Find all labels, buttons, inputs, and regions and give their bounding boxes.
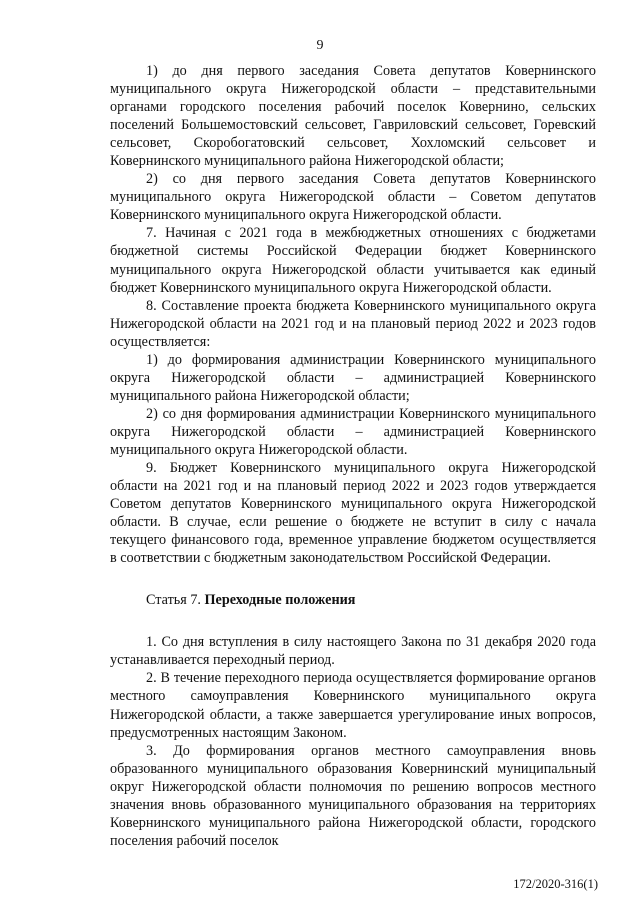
article-heading [110, 591, 596, 609]
paragraph: 2. В течение переходного периода осуществляется формирование органов местного самоуправления Ковернинского муниципального округа Нижегородской области, а также завершается урегулирование иных вопросов, предусмотренных настоящим Законом. [110, 670, 596, 741]
page-number: 9 [316, 38, 324, 53]
document-body [110, 62, 596, 850]
paragraph: 1. Со дня вступления в силу настоящего Закона по 31 декабря 2020 года устанавливается переходный период. [110, 634, 596, 669]
paragraph: 1) до формирования администрации Ковернинского муниципального округа Нижегородской области – администрацией Ковернинского муниципального района Нижегородской области; [110, 351, 596, 404]
paragraph: 1) до дня первого заседания Совета депутатов Ковернинского муниципального округа Нижегородской области – представительными органами городского поселения рабочий поселок Ковернино, сельских поселений Большемостовский сельсовет, Гавриловский сельсовет, Горевский сельсовет, Скоробогатовский сельсовет, Хохломский сельсовет и Ковернинского муниципального района Нижегородской области; [110, 63, 596, 170]
paragraph: 9. Бюджет Ковернинского муниципального округа Нижегородской области на 2021 год и на плановый период 2022 и 2023 годов утверждается Советом депутатов Ковернинского муниципального округа Нижегородской области. В случае, если решение о бюджете не вступит в силу с начала текущего финансового года, временное управление бюджетом осуществляется в соответствии с бюджетным законодательством Российской Федерации. [110, 460, 596, 567]
paragraph: 3. До формирования органов местного самоуправления вновь образованного муниципального образования Ковернинский муниципальный округ Нижегородской области полномочия по решению вопросов местного значения вновь образованного муниципального образования на территориях Ковернинского муниципального района Нижегородской области, городского поселения рабочий поселок [110, 742, 596, 849]
article-title: Переходные положения [204, 592, 356, 609]
paragraph: 2) со дня первого заседания Совета депутатов Ковернинского муниципального округа Нижегородской области – Советом депутатов Ковернинского муниципального округа Нижегородской области. [110, 171, 596, 224]
document-code: 172/2020-316(1) [513, 877, 598, 891]
paragraph: 8. Составление проекта бюджета Ковернинского муниципального округа Нижегородской области на 2021 год и на плановый период 2022 и 2023 годов осуществляется: [110, 297, 596, 350]
paragraph: 2) со дня формирования администрации Ковернинского муниципального округа Нижегородской области – администрацией Ковернинского муниципального округа Нижегородской области. [110, 405, 596, 458]
paragraph: 7. Начиная с 2021 года в межбюджетных отношениях с бюджетами бюджетной системы Российской Федерации бюджет Ковернинского муниципального округа Нижегородской области учитывается как единый бюджет Ковернинского муниципального округа Нижегородской области. [110, 225, 596, 296]
article-prefix: Статья 7. [146, 592, 205, 609]
